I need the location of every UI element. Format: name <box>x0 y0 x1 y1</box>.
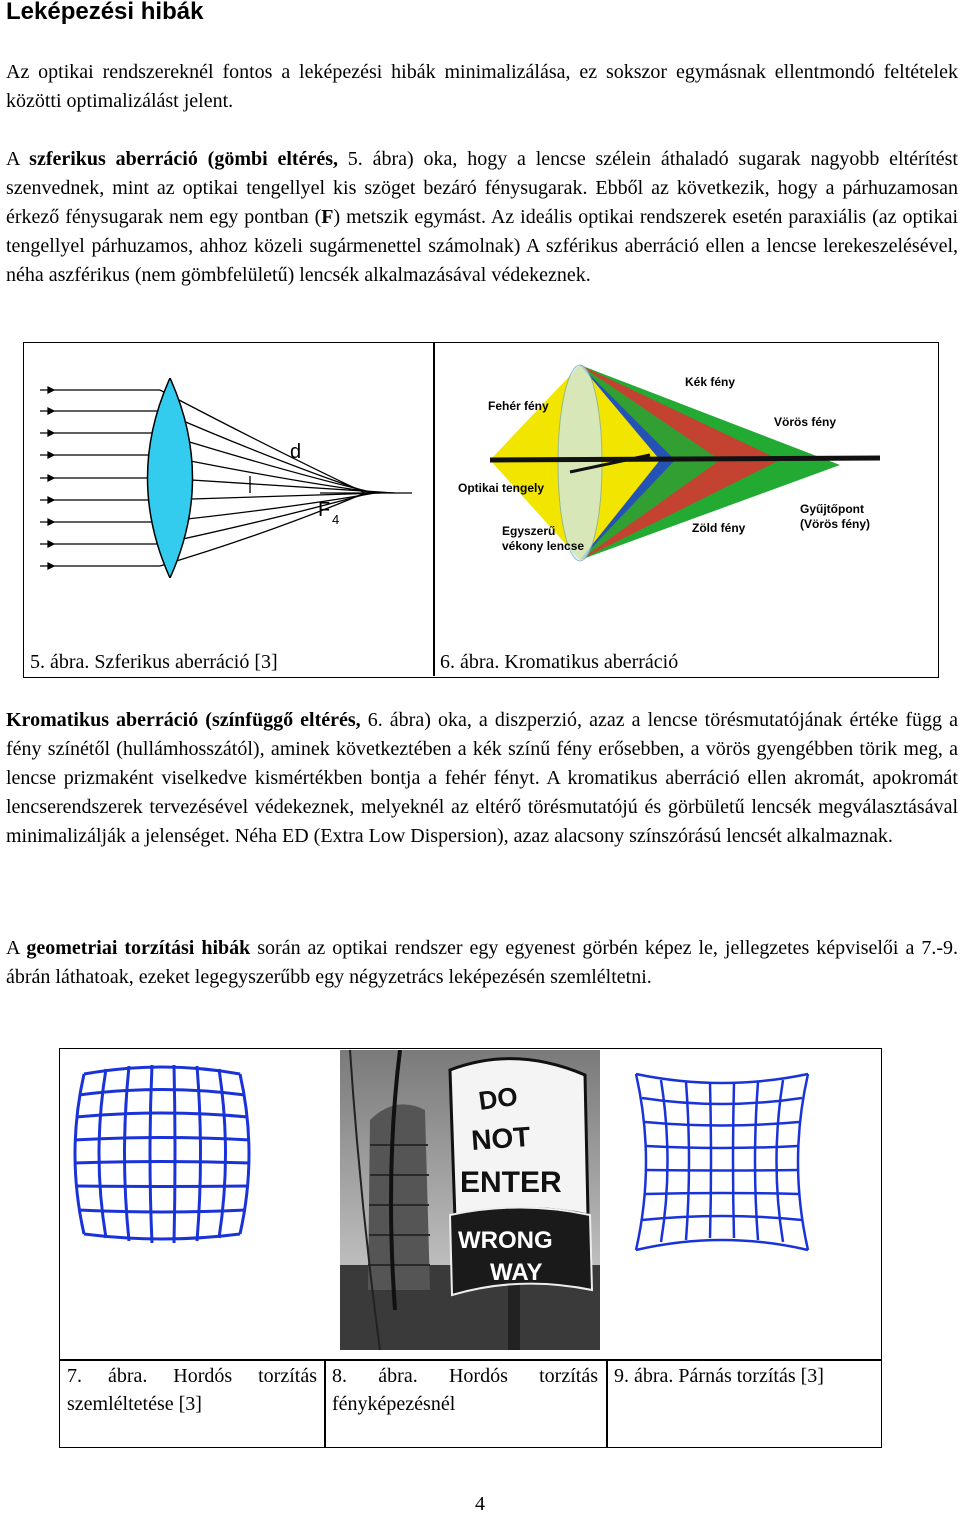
fig6-caption: 6. ábra. Kromatikus aberráció <box>440 651 679 673</box>
chromatic-text: 6. ábra) oka, a diszperzió, azaz a lencse törésmutatójának értéke függ a fény színétől (hullámhosszától), aminek következtében a kék színű fény erősebben, a vörös gyengébben törik meg, a lencse prizmaként viselkedve kismértékben bontja a fehér fényt. A kromatikus aberráció ellen akromát, apokromát lencserendszerek tervezésével védekeznek, melyeknél az eltérő törésmutatójú és görbületű lencsék megválasztásával minimalizálják a jelenséget. Néha ED (Extra Low Dispersion), azaz alacsony színszórású lencsét alkalmaznak. <box>6 709 958 847</box>
spherical-text-1: 5. ábra) oka, hogy a lencse szélein áthaladó sugarak nagyobb eltérítést szenvednek, mint az optikai tengellyel kis szöget bezáró fénysugarak. Ebből az következik, hogy a párhuzamosan érkező fénysugarak nem egy pontban ( <box>6 148 958 228</box>
barrel-distortion-photo <box>340 1050 600 1350</box>
page-number: 4 <box>475 1493 485 1515</box>
geometric-lead: A <box>6 937 27 959</box>
spherical-lead: A <box>6 148 30 170</box>
sign-text-wrong: WRONG <box>458 1227 553 1254</box>
spherical-text-2: ) metszik egymást. Az ideális optikai rendszerek esetén paraxiális (az optikai tengellyel párhuzamos, ahhoz közeli sugármenettel számolnak) A szférikus aberráció ellen a lencse lerekeszelésével, néha aszférikus (nem gömbfelületű) lencsék alkalmazásával védekeznek. <box>6 206 958 286</box>
fig5-caption: 5. ábra. Szferikus aberráció [3] <box>30 651 278 673</box>
fig8-caption: 8. ábra. Hordós torzítás fényképezésnél <box>332 1365 598 1415</box>
geometric-paragraph <box>6 934 958 992</box>
sign-text-not: NOT <box>470 1120 532 1156</box>
focus-letter: F <box>321 206 334 228</box>
table-row-divider <box>60 1359 881 1361</box>
sign-text-way: WAY <box>490 1259 543 1286</box>
label-lens-2: vékony lencse <box>502 539 585 553</box>
label-white-light: Fehér fény <box>488 399 549 413</box>
spherical-paragraph <box>6 145 958 290</box>
sign-text-enter: ENTER <box>460 1166 562 1199</box>
label-f: F <box>318 499 331 521</box>
label-optical-axis: Optikai tengely <box>458 481 545 495</box>
label-d: d <box>290 441 302 463</box>
label-blue-light: Kék fény <box>685 375 736 389</box>
label-red-light: Vörös fény <box>774 415 837 429</box>
fig9-caption: 9. ábra. Párnás torzítás [3] <box>614 1365 824 1387</box>
label-lens-1: Egyszerű <box>502 524 556 538</box>
spherical-term: szferikus aberráció (gömbi eltérés, <box>29 148 338 170</box>
table-col-divider-1 <box>324 1359 326 1447</box>
spherical-aberration-diagram <box>40 378 415 578</box>
pincushion-distortion-grid <box>632 1070 812 1255</box>
chromatic-term: Kromatikus aberráció (színfüggő eltérés, <box>6 709 361 731</box>
page-title: Leképezési hibák <box>6 0 204 25</box>
fig7-caption: 7. ábra. Hordós torzítás szemléltetése [3] <box>67 1365 317 1415</box>
geometric-text: során az optikai rendszer egy egyenest görbén képez le, jellegzetes képviselői a 7.-9. ábrán láthatoak, ezeket legegyszerűbb egy négyzetrács leképezésén szemléltetni. <box>6 937 958 988</box>
table-divider <box>433 343 435 676</box>
intro-paragraph: Az optikai rendszereknél fontos a leképezési hibák minimalizálása, ez sokszor egymásnak ellentmondó feltételek közötti optimalizálást jelent. <box>6 61 958 112</box>
geometric-term: geometriai torzítási hibák <box>26 937 251 959</box>
lens-shape <box>148 378 193 578</box>
barrel-distortion-grid <box>72 1062 252 1247</box>
label-green-light: Zöld fény <box>692 521 746 535</box>
chromatic-aberration-diagram <box>450 360 890 565</box>
sign-text-do: DO <box>476 1080 520 1116</box>
chromatic-paragraph <box>6 706 958 851</box>
label-f-sub: 4 <box>332 512 340 527</box>
table-col-divider-2 <box>606 1359 608 1447</box>
label-focus-2: (Vörös fény) <box>800 517 871 531</box>
label-focus-1: Gyűjtőpont <box>800 502 864 516</box>
